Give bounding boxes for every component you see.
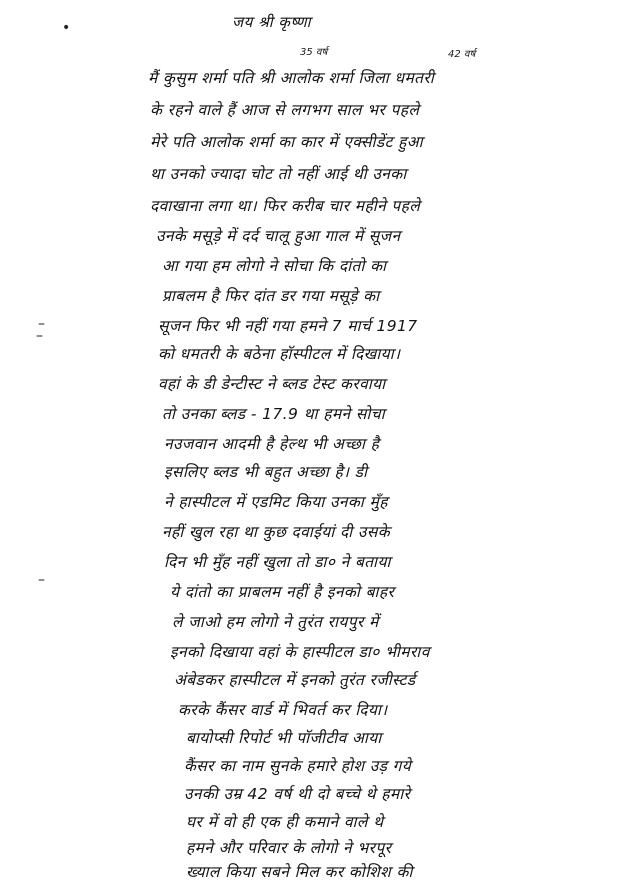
letter-line: दिन भी मुँह नहीं खुला तो डा० ने बताया [164, 553, 391, 571]
letter-heading: जय श्री कृष्णा [232, 13, 311, 31]
margin-dash-mark: – [38, 316, 45, 332]
age-note-42: 42 वर्ष [448, 49, 476, 60]
letter-line: दवाखाना लगा था। फिर करीब चार महीने पहले [150, 197, 421, 215]
letter-line: तो उनका ब्लड - 17.9 था हमने सोचा [162, 405, 386, 423]
letter-line: के रहने वाले हैं आज से लगभग साल भर पहले [150, 101, 420, 119]
letter-line: प्राबलम है फिर दांत डर गया मसूड़े का [162, 287, 380, 305]
letter-line: इसलिए ब्लड भी बहुत अच्छा है। डी [164, 463, 368, 481]
letter-line: को धमतरी के बठेना हॉस्पीटल में दिखाया। [158, 345, 401, 363]
letter-line: था उनको ज्यादा चोट तो नहीं आई थी उनका [150, 165, 407, 183]
letter-line: नहीं खुल रहा था कुछ दवाईयां दी उसके [162, 523, 390, 541]
margin-dash-mark: – [38, 572, 45, 588]
letter-line: घर में वो ही एक ही कमाने वाले थे [186, 813, 384, 831]
margin-dash-mark: – [36, 328, 43, 344]
letter-line: करके कैंसर वार्ड में भिवर्त कर दिया। [178, 701, 388, 719]
letter-line: आ गया हम लोगो ने सोचा कि दांतो का [162, 257, 387, 275]
letter-line: उनके मसूड़े में दर्द चालू हुआ गाल में सूजन [156, 227, 401, 245]
letter-line: मैं कुसुम शर्मा पति श्री आलोक शर्मा जिला धमतरी [148, 69, 435, 87]
letter-line: ने हास्पीटल में एडमिट किया उनका मुँह [164, 493, 388, 511]
age-note-35: 35 वर्ष [300, 47, 328, 58]
letter-line: नउजवान आदमी है हेल्थ भी अच्छा है [164, 435, 380, 453]
letter-line: ख्याल किया सबने मिल कर कोशिश की [186, 863, 413, 881]
margin-dot-mark: • [62, 20, 71, 36]
letter-line: बायोप्सी रिपोर्ट भी पॉजीटीव आया [186, 729, 382, 747]
letter-line: उनकी उम्र 42 वर्ष थी दो बच्चे थे हमारे [184, 785, 411, 803]
letter-line: ये दांतो का प्राबलम नहीं है इनको बाहर [170, 583, 395, 601]
letter-line: वहां के डी डेन्टीस्ट ने ब्लड टेस्ट करवाया [158, 375, 386, 393]
letter-line: कैंसर का नाम सुनके हमारे होश उड़ गये [184, 757, 412, 775]
letter-line: मेरे पति आलोक शर्मा का कार में एक्सीडेंट हुआ [150, 133, 424, 151]
letter-line: इनको दिखाया वहां के हास्पीटल डा० भीमराव [170, 643, 430, 661]
letter-line: ले जाओ हम लोगो ने तुरंत रायपुर में [172, 613, 379, 631]
letter-line: सूजन फिर भी नहीं गया हमने 7 मार्च 1917 [158, 317, 418, 335]
letter-line: हमने और परिवार के लोगो ने भरपूर [186, 839, 392, 857]
letter-line: अंबेडकर हास्पीटल में इनको तुरंत रजीस्टर्ड [174, 671, 416, 689]
